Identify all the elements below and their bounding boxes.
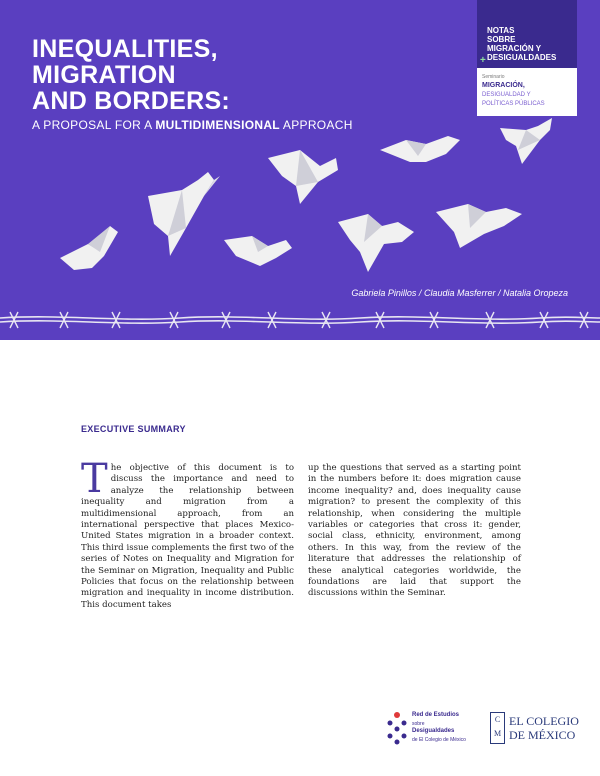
colmex-mark-bottom: M bbox=[493, 729, 502, 738]
bird-icon bbox=[148, 172, 220, 256]
el-colegio-de-mexico-logo bbox=[490, 712, 585, 748]
bird-icon bbox=[380, 136, 460, 162]
red-line-2: sobre bbox=[412, 721, 425, 727]
bird-icon bbox=[60, 226, 118, 270]
colmex-line-1: EL COLEGIO bbox=[509, 714, 579, 728]
colmex-mark-top: C bbox=[494, 715, 501, 724]
summary-column-1 bbox=[81, 456, 294, 611]
red-de-estudios-logo bbox=[386, 709, 486, 749]
bird-icon bbox=[500, 118, 552, 164]
cover-banner bbox=[0, 0, 600, 340]
series-line-1: NOTAS bbox=[487, 26, 515, 35]
title-line-2: MIGRATION bbox=[32, 61, 176, 89]
drop-cap: T bbox=[81, 456, 108, 502]
colmex-mark-icon bbox=[490, 712, 505, 744]
title-line-1: INEQUALITIES, bbox=[32, 35, 218, 63]
title-line-3: AND BORDERS: bbox=[32, 87, 231, 115]
seminar-line-1: MIGRACIÓN, bbox=[482, 82, 525, 89]
seminar-label: Seminario bbox=[482, 74, 505, 80]
summary-column-1-text: he objective of this document is to discuss the importance and need to analyze the relationship between inequality and migration from a multidimensional approach, from an international perspective that places Mexico-United States migration in a broader context. This third issue complements the first two of the series of Notes on Inequality and Migration for the Seminar on Migration, Inequality and Public Policies that focus on the relationship between migration and inequality in income distribution. This document takes bbox=[81, 463, 294, 610]
red-line-1: Red de Estudios bbox=[412, 712, 460, 718]
bird-icon bbox=[338, 214, 414, 272]
red-line-3: Desigualdades bbox=[412, 728, 455, 734]
colmex-line-2: DE MÉXICO bbox=[509, 728, 576, 742]
plus-icon: + bbox=[480, 55, 486, 66]
summary-column-2: up the questions that served as a starting point in the numbers before it: does migration cause income inequality? and, does inequality cause migration? to present the complexity of this relationship, when considering the multiple variables or categories that cross it: gender, social class, ethnicity, environment, among others. In this way, from the review of the literature that addresses the relationship of these analytical categories worldwide, the foundations are laid that support the discussions within the Seminar. bbox=[308, 463, 521, 599]
authors-byline: Gabriela Pinillos / Claudia Masferrer / Natalia Oropeza bbox=[351, 288, 568, 298]
bird-icon bbox=[224, 236, 292, 266]
subtitle-pre: A PROPOSAL FOR A bbox=[32, 118, 156, 132]
network-icon bbox=[386, 711, 408, 745]
seminar-line-2: DESIGUALDAD Y bbox=[482, 92, 531, 98]
executive-summary-heading: EXECUTIVE SUMMARY bbox=[81, 424, 186, 434]
series-line-2: SOBRE bbox=[487, 35, 516, 44]
red-line-4: de El Colegio de México bbox=[412, 737, 466, 743]
origami-birds-illustration bbox=[0, 0, 600, 300]
seminar-line-3: POLÍTICAS PÚBLICAS bbox=[482, 101, 545, 107]
bird-icon bbox=[268, 150, 338, 204]
series-line-4: DESIGUALDADES bbox=[487, 53, 557, 62]
subtitle-bold: MULTIDIMENSIONAL bbox=[155, 118, 280, 132]
series-line-3: MIGRACIÓN Y bbox=[487, 44, 542, 53]
subtitle-post: APPROACH bbox=[279, 118, 353, 132]
barbed-wire-illustration bbox=[0, 300, 600, 340]
bird-icon bbox=[436, 204, 522, 248]
